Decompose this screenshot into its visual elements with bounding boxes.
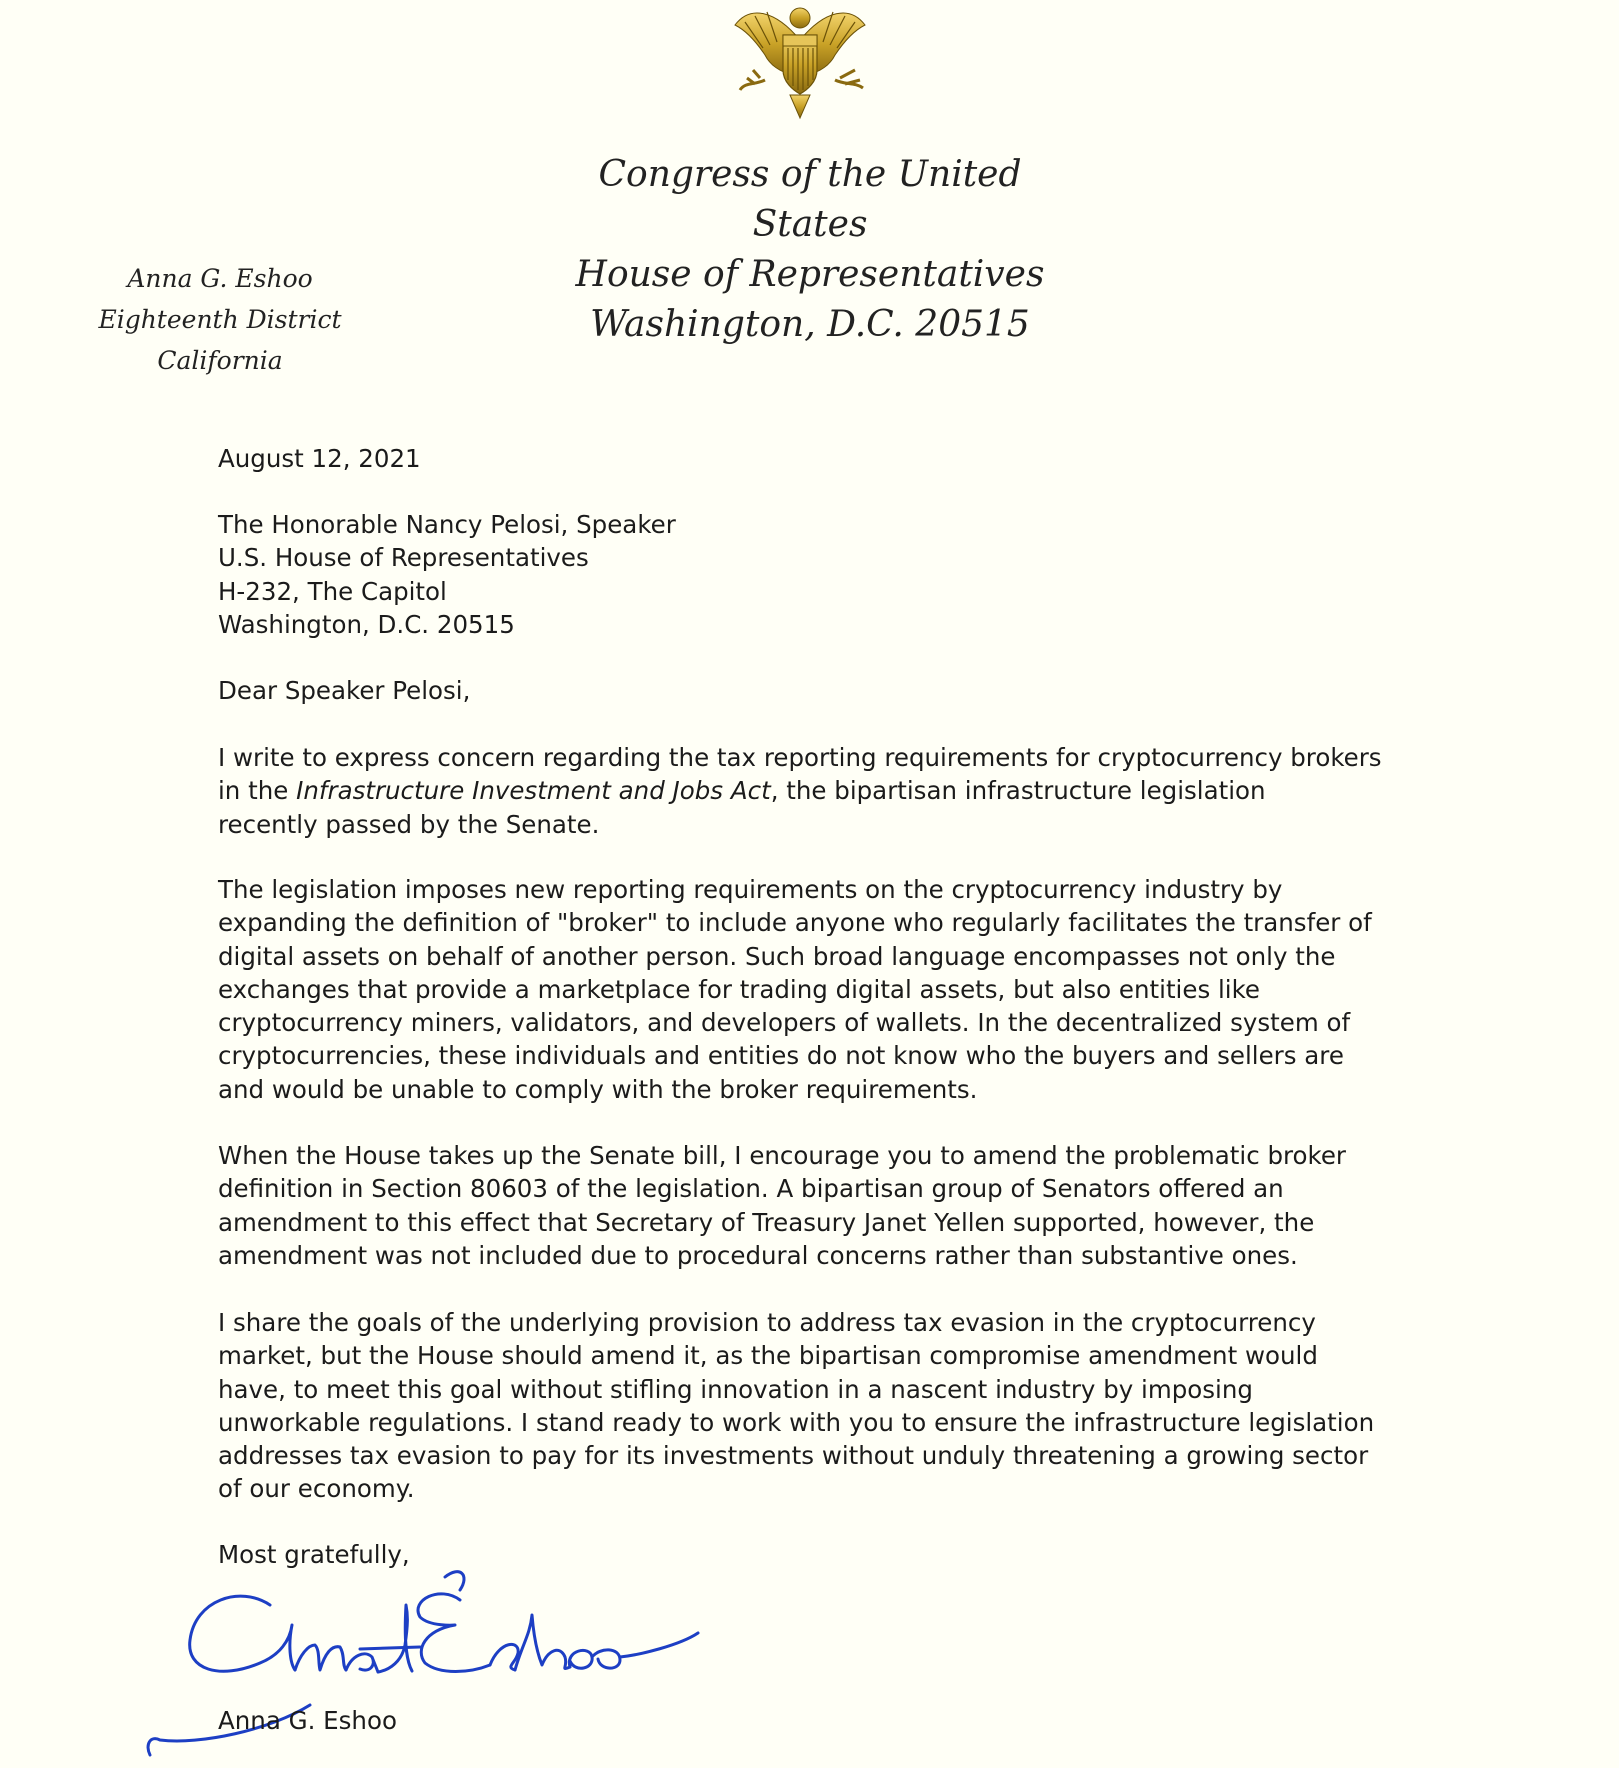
recipient-line: H-232, The Capitol (218, 576, 447, 606)
salutation-text: Dear Speaker Pelosi, (218, 676, 471, 705)
text-run: in the (218, 776, 297, 806)
salutation (218, 674, 1388, 707)
paragraph-line: I share the goals of the underlying provision to address tax evasion in the cryptocurrency (218, 1308, 1316, 1337)
letterhead-line-congress: Congress of the United States (598, 154, 1022, 245)
closing-text: Most gratefully, (218, 1540, 410, 1569)
act-title: Infrastructure Investment and Jobs Act (296, 776, 771, 806)
paragraph-line: unworkable regulations. I stand ready to work with you to ensure the infrastructure legislation (218, 1407, 1375, 1437)
letter-date (218, 442, 1388, 475)
signatory-name (218, 1704, 1388, 1737)
paragraph-2 (218, 873, 1388, 1106)
member-name: Anna G. Eshoo (127, 264, 313, 293)
member-block (70, 258, 370, 381)
text-run: , the bipartisan infrastructure legislation (770, 776, 1266, 806)
paragraph-line: expanding the definition of "broker" to include anyone who regularly facilitates the transfer of (218, 908, 1372, 938)
paragraph-line: of our economy. (218, 1474, 415, 1504)
letterhead (540, 150, 1080, 350)
recipient-line: U.S. House of Representatives (218, 543, 589, 573)
member-district: Eighteenth District (98, 305, 342, 334)
date-text: August 12, 2021 (218, 444, 421, 473)
member-state: California (157, 346, 283, 375)
paragraph-line: addresses tax evasion to pay for its investments without unduly threatening a growing sector (218, 1441, 1369, 1471)
paragraph-line: cryptocurrency miners, validators, and developers of wallets. In the decentralized system of (218, 1008, 1351, 1038)
recipient-line: The Honorable Nancy Pelosi, Speaker (218, 510, 676, 539)
paragraph-3 (218, 1139, 1388, 1272)
house-seal-emblem (715, 0, 885, 120)
recipient-address (218, 508, 1388, 641)
paragraph-line: exchanges that provide a marketplace for trading digital assets, but also entities like (218, 974, 1260, 1004)
recipient-line: Washington, D.C. 20515 (218, 609, 515, 639)
paragraph-line: digital assets on behalf of another person. Such broad language encompasses not only the (218, 941, 1336, 971)
letterhead-line-house: House of Representatives (575, 254, 1045, 295)
paragraph-line: cryptocurrencies, these individuals and entities do not know who the buyers and sellers are (218, 1041, 1344, 1071)
signatory-name-text: Anna G. Eshoo (218, 1706, 397, 1735)
paragraph-line: definition in Section 80603 of the legislation. A bipartisan group of Senators offered an (218, 1174, 1284, 1204)
letterhead-line-address: Washington, D.C. 20515 (590, 304, 1030, 345)
paragraph-line: recently passed by the Senate. (218, 809, 600, 839)
paragraph-line: have, to meet this goal without stifling innovation in a nascent industry by imposing (218, 1374, 1253, 1404)
paragraph-line: The legislation imposes new reporting requirements on the cryptocurrency industry by (218, 875, 1283, 904)
paragraph-1 (218, 741, 1388, 841)
paragraph-line: market, but the House should amend it, as the bipartisan compromise amendment would (218, 1341, 1318, 1371)
paragraph-line: When the House takes up the Senate bill, I encourage you to amend the problematic broker (218, 1141, 1347, 1170)
paragraph-line: and would be unable to comply with the broker requirements. (218, 1074, 978, 1104)
paragraph-line (218, 774, 1388, 807)
paragraph-line: amendment to this effect that Secretary of Treasury Janet Yellen supported, however, the (218, 1207, 1315, 1237)
paragraph-line: I write to express concern regarding the tax reporting requirements for cryptocurrency brokers (218, 743, 1382, 772)
paragraph-line: amendment was not included due to procedural concerns rather than substantive ones. (218, 1240, 1298, 1270)
paragraph-4 (218, 1306, 1388, 1506)
